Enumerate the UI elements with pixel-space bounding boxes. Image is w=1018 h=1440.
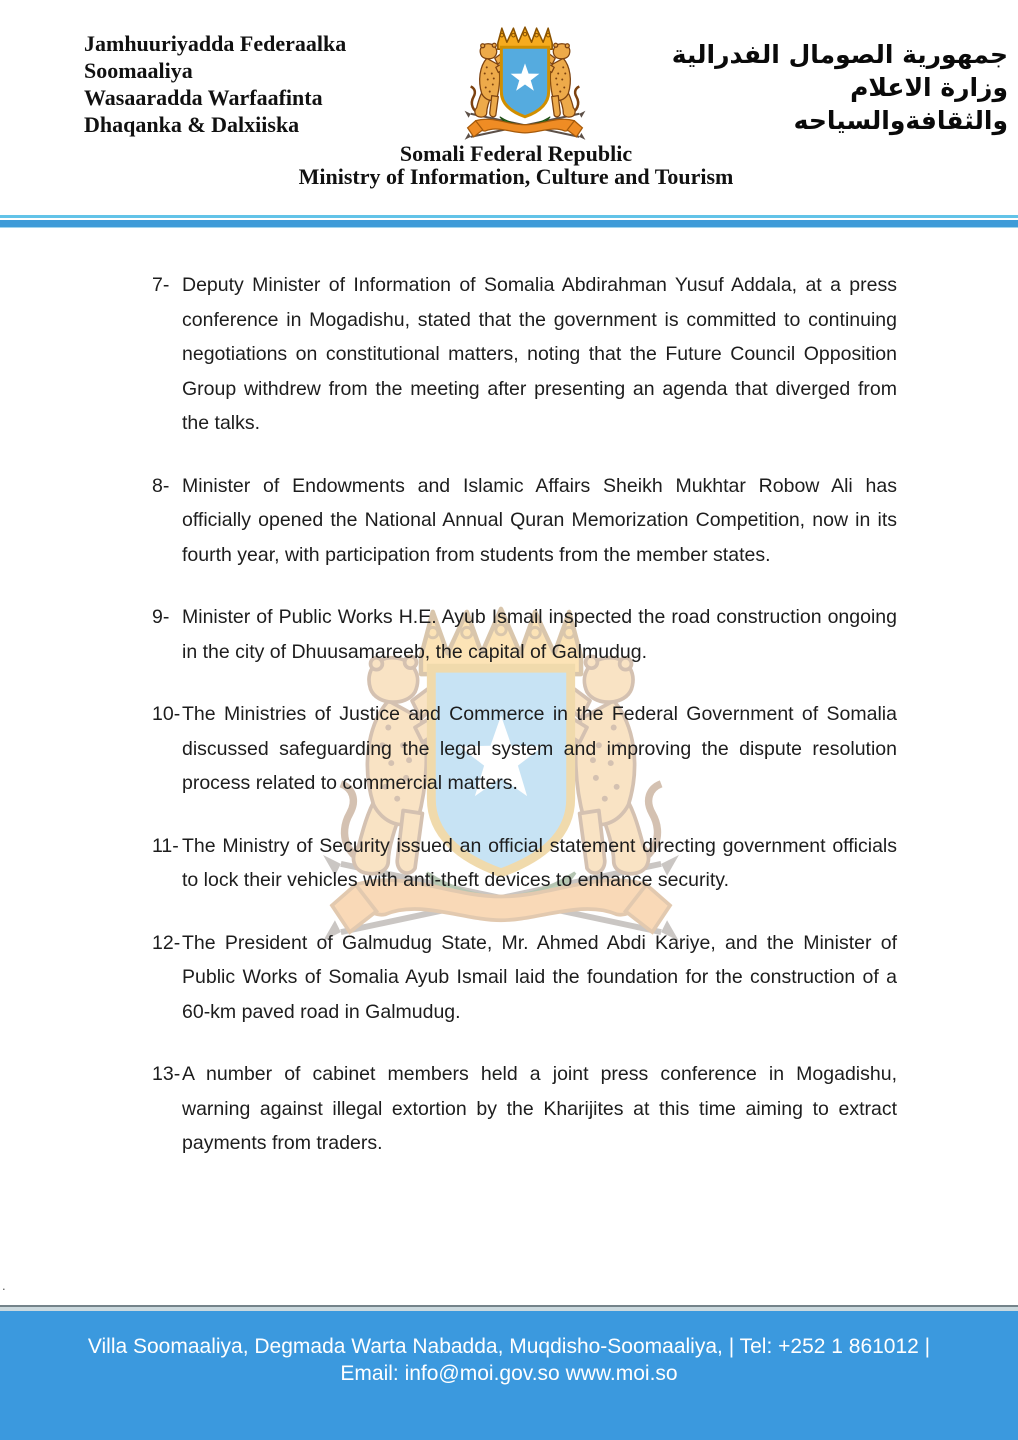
item-number: 12- xyxy=(152,931,181,954)
item-number: 11- xyxy=(152,834,179,857)
list-item-13 xyxy=(152,1057,897,1161)
item-number: 8- xyxy=(152,474,170,497)
item-text: Minister of Public Works H.E. Ayub Ismail inspected the road construction ongoing in the city of Dhuusamareeb, the capital of Galmudug. xyxy=(182,606,897,663)
item-number: 10- xyxy=(152,703,181,725)
list-item-9 xyxy=(152,600,897,669)
ministry-name-somali-line: Jamhuuriyadda Federaalka xyxy=(84,31,347,56)
item-number: 7- xyxy=(152,274,170,296)
footer xyxy=(0,1311,1018,1440)
ministry-name-somali-block xyxy=(84,30,346,138)
ministry-name-arabic-line: وزارة الاعلام xyxy=(850,73,1008,102)
list-item-11 xyxy=(152,829,897,898)
document-title xyxy=(14,142,1018,189)
coat-of-arms-icon xyxy=(452,21,598,142)
list-item-12 xyxy=(152,926,897,1030)
ministry-name-somali-line: Dhaqanka & Dalxiiska xyxy=(84,112,300,137)
ministry-name-arabic-line: والثقافةوالسياحه xyxy=(793,106,1008,135)
item-number: 9- xyxy=(152,606,170,628)
title-republic: Somali Federal Republic xyxy=(399,141,633,166)
item-text: The President of Galmudug State, Mr. Ahmed Abdi Kariye, and the Minister of Public Works of Somalia Ayub Ismail laid the foundation for the construction of a 60-km paved road in Galmudug. xyxy=(182,931,897,1023)
header-divider xyxy=(0,215,1018,228)
footer-address-line: Villa Soomaaliya, Degmada Warta Nabadda, Muqdisho-Soomaaliya, | Tel: +252 1 861012 | xyxy=(87,1335,931,1358)
footer-contact-line: Email: info@moi.gov.so www.moi.so xyxy=(340,1362,678,1385)
item-number: 13- xyxy=(152,1063,181,1085)
item-text: A number of cabinet members held a joint press conference in Mogadishu, warning against illegal extortion by the Kharijites at this time aiming to extract payments from traders. xyxy=(182,1063,897,1154)
item-text: Minister of Endowments and Islamic Affairs Sheikh Mukhtar Robow Ali has officially opened the National Annual Quran Memorization Competition, now in its fourth year, with participation from students from the member states. xyxy=(182,474,897,566)
title-ministry: Ministry of Information, Culture and Tourism xyxy=(298,164,734,189)
list-item-10 xyxy=(152,697,897,801)
list-item-8 xyxy=(152,469,897,573)
news-list xyxy=(152,268,897,1189)
list-item-7 xyxy=(152,268,897,441)
item-text: The Ministries of Justice and Commerce in the Federal Government of Somalia discussed safeguarding the legal system and improving the dispute resolution process related to commercial matters. xyxy=(182,703,897,794)
ministry-name-somali-line: Wasaaradda Warfaafinta xyxy=(84,85,323,110)
ministry-name-somali-line: Soomaaliya xyxy=(84,58,193,83)
item-text: Deputy Minister of Information of Somalia Abdirahman Yusuf Addala, at a press conference in Mogadishu, stated that the government is committed to continuing negotiations on constitutional matters, noting that the Future Council Opposition Group withdrew from the meeting after presenting an agenda that diverged from the talks. xyxy=(182,274,897,434)
ministry-name-arabic-line: جمهورية الصومال الفدرالية xyxy=(671,40,1008,69)
stray-mark: . xyxy=(2,1278,6,1293)
ministry-name-arabic-block xyxy=(672,38,1008,137)
item-text: The Ministry of Security issued an official statement directing government officials to lock their vehicles with anti-theft devices to enhance security. xyxy=(182,834,897,891)
